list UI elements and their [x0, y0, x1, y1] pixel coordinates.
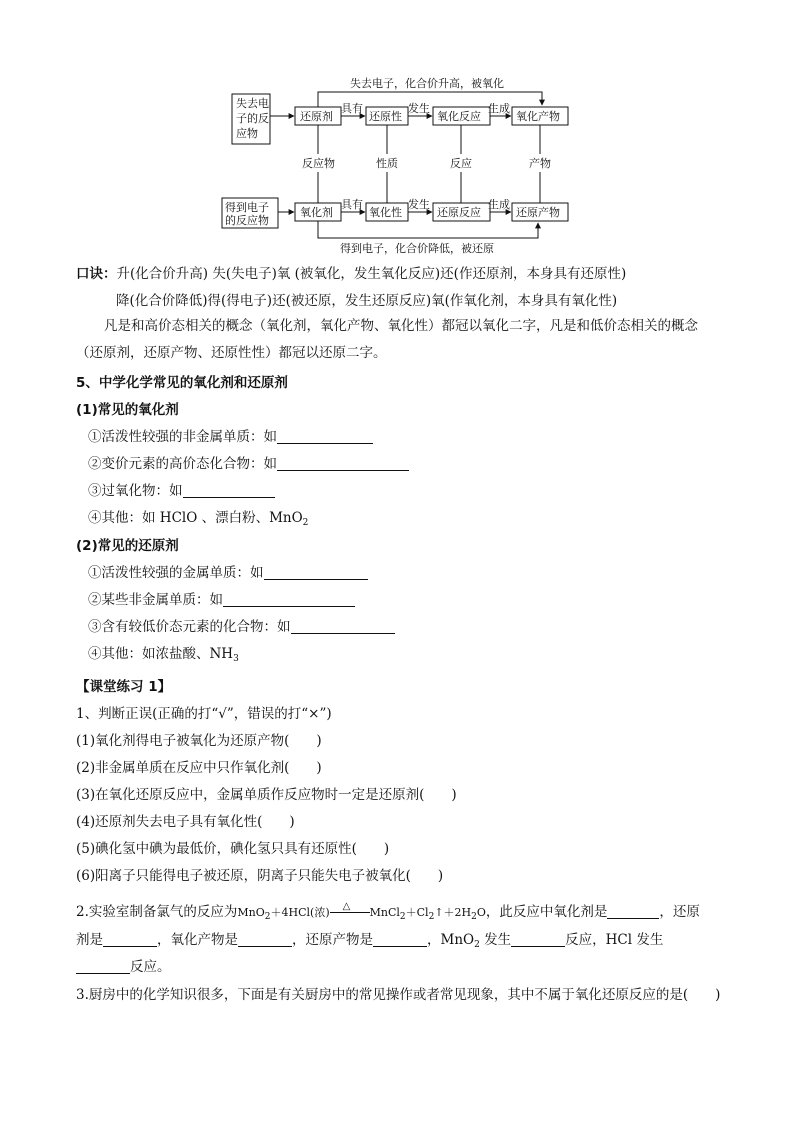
q2-text: 反应，HCl 发生 [565, 932, 664, 948]
bottom-link-1: 具有 [341, 198, 363, 211]
q1-item-4: (4)还原剂失去电子具有氧化性( ) [76, 814, 295, 830]
eq-part: ＋4HCl(浓) [270, 906, 330, 919]
top-link-3: 生成 [488, 102, 510, 115]
eq-part: MnO [237, 906, 265, 919]
bottom-arc-label: 得到电子，化合价降低，被还原 [340, 242, 494, 255]
reductants-title: (2)常见的还原剂 [76, 538, 179, 554]
answer-blank[interactable] [373, 932, 427, 947]
q2-line-1 [76, 903, 700, 926]
left-box-l2: 子的反 [236, 112, 269, 125]
q2-prefix: 2.实验室制备氯气的反应为 [76, 904, 238, 920]
q1-item-1: (1)氧化剂得电子被氧化为还原产物( ) [76, 733, 322, 749]
mid-label-1: 反应物 [302, 157, 335, 170]
q2-line-3 [76, 958, 171, 976]
eq-part: ↑＋2H [434, 906, 472, 919]
subscript: 2 [474, 940, 480, 950]
answer-blank[interactable] [511, 932, 565, 947]
reductant-item-1 [88, 564, 368, 582]
answer-blank[interactable] [291, 619, 395, 634]
oxidant-item-1 [88, 428, 373, 446]
oxidant-text-4: ④其他：如 HClO 、漂白粉、MnO [88, 510, 303, 526]
eq-part: MnCl [369, 906, 400, 919]
q1-title: 1、判断正误(正确的打“√”，错误的打“×”) [76, 706, 332, 722]
q2-text: ，MnO [427, 932, 475, 948]
mid-label-4: 产物 [529, 157, 551, 170]
answer-blank[interactable] [238, 932, 292, 947]
reductant-text-3: ③含有较低价态元素的化合物：如 [88, 619, 291, 635]
top-arc-label: 失去电子，化合价升高，被氧化 [350, 77, 504, 90]
mnemonic-text-1: 升(化合价升高) 失(失电子)氧 (被氧化，发生氧化反应)还(作还原剂，本身具有还原性) [116, 266, 627, 282]
bottom-link-2: 发生 [408, 198, 430, 211]
section5-title: 5、中学化学常见的氧化剂和还原剂 [76, 375, 288, 391]
top-link-2: 发生 [408, 102, 430, 115]
subscript: 2 [302, 518, 309, 528]
diagram-svg [220, 72, 580, 257]
bottom-left-l1: 得到电子 [225, 201, 269, 214]
concept-paragraph: 凡是和高价态相关的概念（氧化剂，氧化产物、氧化性）都冠以氧化二字，凡是和低价态相关的概念（还原剂，还原产物、还原性性）都冠以还原二字。 [76, 318, 698, 361]
oxidant-item-2 [88, 455, 409, 473]
q2-text: 剂是 [76, 932, 103, 948]
oxidant-text-3: ③过氧化物：如 [88, 483, 183, 499]
redox-concept-diagram [220, 72, 580, 257]
answer-blank[interactable] [264, 565, 368, 580]
subscript: 2 [471, 912, 477, 922]
reductant-item-3 [88, 618, 395, 636]
oxidant-text-1: ①活泼性较强的非金属单质：如 [88, 429, 277, 445]
bottom-left-l2: 的反应物 [225, 214, 269, 227]
reductant-item-2 [88, 591, 355, 609]
reductant-text-2: ②某些非金属单质：如 [88, 592, 223, 608]
answer-blank[interactable] [223, 592, 355, 607]
left-box-l1: 失去电 [236, 97, 269, 110]
subscript: 2 [399, 912, 406, 922]
heat-symbol: △ [342, 901, 351, 912]
eq-part: ＋Cl [405, 906, 429, 919]
top-link-1: 具有 [341, 102, 363, 115]
subscript: 2 [428, 912, 435, 922]
q2-text: ，此反应中氧化剂是 [485, 904, 608, 920]
q2-text: 反应。 [130, 959, 171, 975]
q1-item-5: (5)碘化氢中碘为最低价，碘化氢只具有还原性( ) [76, 841, 390, 857]
oxidant-item-4 [88, 509, 308, 532]
equation [237, 901, 486, 922]
oxidant-item-3 [88, 482, 275, 500]
bottom-box-4: 还原产物 [516, 206, 560, 219]
q2-text: ，还原 [659, 904, 700, 920]
mnemonic-label: 口诀： [76, 266, 117, 282]
top-box-1: 还原剂 [300, 110, 333, 123]
reductant-text-4: ④其他：如浓盐酸、NH [88, 646, 234, 662]
q3-text: 3.厨房中的化学知识很多，下面是有关厨房中的常见操作或者常见现象，其中不属于氧化还原反应的是( ) [76, 987, 721, 1003]
reaction-bar [330, 912, 370, 913]
oxidant-text-2: ②变价元素的高价态化合物：如 [88, 456, 277, 472]
subscript: 3 [233, 654, 239, 664]
reductant-text-1: ①活泼性较强的金属单质：如 [88, 565, 264, 581]
answer-blank[interactable] [183, 483, 275, 498]
eq-part: O [476, 906, 486, 919]
q1-item-3: (3)在氧化还原反应中，金属单质作反应物时一定是还原剂( ) [76, 787, 457, 803]
q2-text: ，氧化产物是 [157, 932, 238, 948]
bottom-box-3: 还原反应 [437, 206, 481, 219]
top-box-2: 还原性 [369, 110, 402, 123]
answer-blank[interactable] [277, 429, 373, 444]
bottom-box-2: 氧化性 [369, 206, 402, 219]
oxidants-title: (1)常见的氧化剂 [76, 402, 179, 418]
practice-title: 【课堂练习 1】 [76, 679, 172, 695]
bottom-box-1: 氧化剂 [300, 206, 333, 219]
answer-blank[interactable] [76, 959, 130, 974]
q2-text: ，还原产物是 [292, 932, 373, 948]
answer-blank[interactable] [277, 456, 409, 471]
mnemonic-line-1 [76, 265, 626, 283]
answer-blank[interactable] [607, 904, 659, 919]
subscript: 2 [264, 912, 271, 922]
mid-label-3: 反应 [450, 157, 472, 170]
reductant-item-4 [88, 645, 239, 668]
q2-text: 发生 [479, 932, 512, 948]
mid-label-2: 性质 [376, 157, 398, 170]
bottom-link-3: 生成 [488, 198, 510, 211]
q1-item-6: (6)阳离子只能得电子被还原，阴离子只能失电子被氧化( ) [76, 868, 444, 884]
q2-line-2 [76, 931, 663, 954]
q1-item-2: (2)非金属单质在反应中只作氧化剂( ) [76, 760, 322, 776]
left-box-l3: 应物 [236, 127, 258, 140]
top-box-4: 氧化产物 [516, 110, 560, 123]
mnemonic-line-2: 降(化合价降低)得(得电子)还(被还原，发生还原反应)氧(作氧化剂，本身具有氧化性) [116, 293, 618, 309]
top-box-3: 氧化反应 [437, 110, 481, 123]
answer-blank[interactable] [103, 932, 157, 947]
heating-condition [330, 903, 370, 917]
